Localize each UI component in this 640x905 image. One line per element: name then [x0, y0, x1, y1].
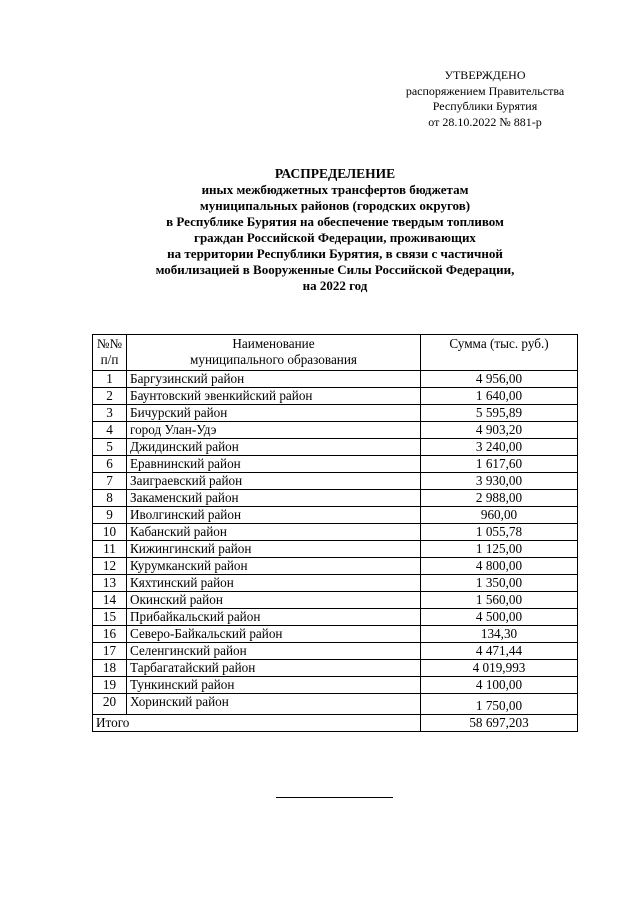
- row-sum: 1 125,00: [421, 541, 578, 558]
- table-row: [93, 456, 578, 473]
- row-number: 3: [93, 405, 127, 422]
- row-sum: 960,00: [421, 507, 578, 524]
- row-number: 9: [93, 507, 127, 524]
- row-district: Еравнинский район: [127, 456, 421, 473]
- row-district: Селенгинский район: [127, 643, 421, 660]
- table-row: [93, 371, 578, 388]
- table-header-row: [93, 335, 578, 371]
- table-row: [93, 592, 578, 609]
- row-number: 11: [93, 541, 127, 558]
- header-name-line1: Наименование: [232, 336, 315, 351]
- table-row: [93, 439, 578, 456]
- row-sum: 5 595,89: [421, 405, 578, 422]
- row-sum: 4 956,00: [421, 371, 578, 388]
- table-row: [93, 388, 578, 405]
- table-row: [93, 558, 578, 575]
- document-title: РАСПРЕДЕЛЕНИЕ: [274, 166, 396, 181]
- row-number: 7: [93, 473, 127, 490]
- row-district: Баунтовский эвенкийский район: [127, 388, 421, 405]
- row-district: Северо-Байкальский район: [127, 626, 421, 643]
- row-district: Иволгинский район: [127, 507, 421, 524]
- table-row: [93, 677, 578, 694]
- document-heading: [90, 166, 580, 294]
- row-sum: 1 055,78: [421, 524, 578, 541]
- row-number: 10: [93, 524, 127, 541]
- row-district: Джидинский район: [127, 439, 421, 456]
- header-number: [93, 335, 127, 371]
- row-district: Хоринский район: [127, 694, 421, 715]
- row-number: 14: [93, 592, 127, 609]
- row-sum: 2 988,00: [421, 490, 578, 507]
- row-sum: 4 500,00: [421, 609, 578, 626]
- row-number: 4: [93, 422, 127, 439]
- table-row: [93, 490, 578, 507]
- heading-line: граждан Российской Федерации, проживающих: [194, 230, 476, 245]
- row-district: Бичурский район: [127, 405, 421, 422]
- row-sum: 3 930,00: [421, 473, 578, 490]
- table-row: [93, 626, 578, 643]
- row-district: Кабанский район: [127, 524, 421, 541]
- row-number: 12: [93, 558, 127, 575]
- row-sum: 4 800,00: [421, 558, 578, 575]
- row-number: 5: [93, 439, 127, 456]
- total-row: [93, 715, 578, 732]
- approval-date: от 28.10.2022 № 881-р: [428, 114, 542, 129]
- distribution-table: [92, 334, 578, 732]
- row-sum: 3 240,00: [421, 439, 578, 456]
- row-district: Окинский район: [127, 592, 421, 609]
- row-sum: 4 471,44: [421, 643, 578, 660]
- row-district: Курумканский район: [127, 558, 421, 575]
- table-row: [93, 660, 578, 677]
- row-sum: 4 903,20: [421, 422, 578, 439]
- heading-line: мобилизацией в Вооруженные Силы Российской Федерации,: [155, 262, 515, 277]
- header-name-line2: муниципального образования: [190, 352, 357, 367]
- row-district: Закаменский район: [127, 490, 421, 507]
- row-number: 15: [93, 609, 127, 626]
- row-number: 19: [93, 677, 127, 694]
- approval-republic: Республики Бурятия: [432, 99, 538, 113]
- heading-line: в Республике Бурятия на обеспечение твердым топливом: [166, 214, 504, 229]
- row-sum: 4 019,993: [421, 660, 578, 677]
- approval-stamp: [400, 68, 570, 130]
- header-name: [127, 335, 421, 371]
- row-number: 18: [93, 660, 127, 677]
- header-sum: Сумма (тыс. руб.): [421, 335, 578, 371]
- row-number: 1: [93, 371, 127, 388]
- total-label: Итого: [93, 715, 421, 732]
- total-sum: 58 697,203: [421, 715, 578, 732]
- row-sum: 1 350,00: [421, 575, 578, 592]
- row-district: Заиграевский район: [127, 473, 421, 490]
- table-row: [93, 507, 578, 524]
- row-district: Тункинский район: [127, 677, 421, 694]
- row-number: 17: [93, 643, 127, 660]
- row-number: 16: [93, 626, 127, 643]
- row-number: 6: [93, 456, 127, 473]
- table-row: [93, 541, 578, 558]
- row-number: 20: [93, 694, 127, 715]
- heading-line: иных межбюджетных трансфертов бюджетам: [201, 182, 469, 197]
- row-district: Баргузинский район: [127, 371, 421, 388]
- table-row: [93, 609, 578, 626]
- row-district: Кяхтинский район: [127, 575, 421, 592]
- row-number: 8: [93, 490, 127, 507]
- table-row: [93, 575, 578, 592]
- heading-line: на территории Республики Бурятия, в связи с частичной: [167, 246, 503, 261]
- approval-authority: распоряжением Правительства: [405, 83, 565, 98]
- row-sum: 134,30: [421, 626, 578, 643]
- row-district: Тарбагатайский район: [127, 660, 421, 677]
- table-row: [93, 524, 578, 541]
- row-sum: 1 750,00: [421, 694, 578, 715]
- row-district: Прибайкальский район: [127, 609, 421, 626]
- row-number: 13: [93, 575, 127, 592]
- row-sum: 1 640,00: [421, 388, 578, 405]
- row-number: 2: [93, 388, 127, 405]
- closing-divider: [276, 797, 393, 798]
- row-district: Кижингинский район: [127, 541, 421, 558]
- header-number-line2: п/п: [100, 352, 119, 367]
- row-sum: 4 100,00: [421, 677, 578, 694]
- header-number-line1: №№: [96, 336, 123, 351]
- table-row: [93, 473, 578, 490]
- heading-line: на 2022 год: [302, 278, 368, 293]
- row-district: город Улан-Удэ: [127, 422, 421, 439]
- heading-line: муниципальных районов (городских округов): [199, 198, 471, 213]
- row-sum: 1 560,00: [421, 592, 578, 609]
- table-row: [93, 405, 578, 422]
- table-row: [93, 694, 578, 715]
- row-sum: 1 617,60: [421, 456, 578, 473]
- table-row: [93, 422, 578, 439]
- approval-title: УТВЕРЖДЕНО: [444, 68, 526, 82]
- table-row: [93, 643, 578, 660]
